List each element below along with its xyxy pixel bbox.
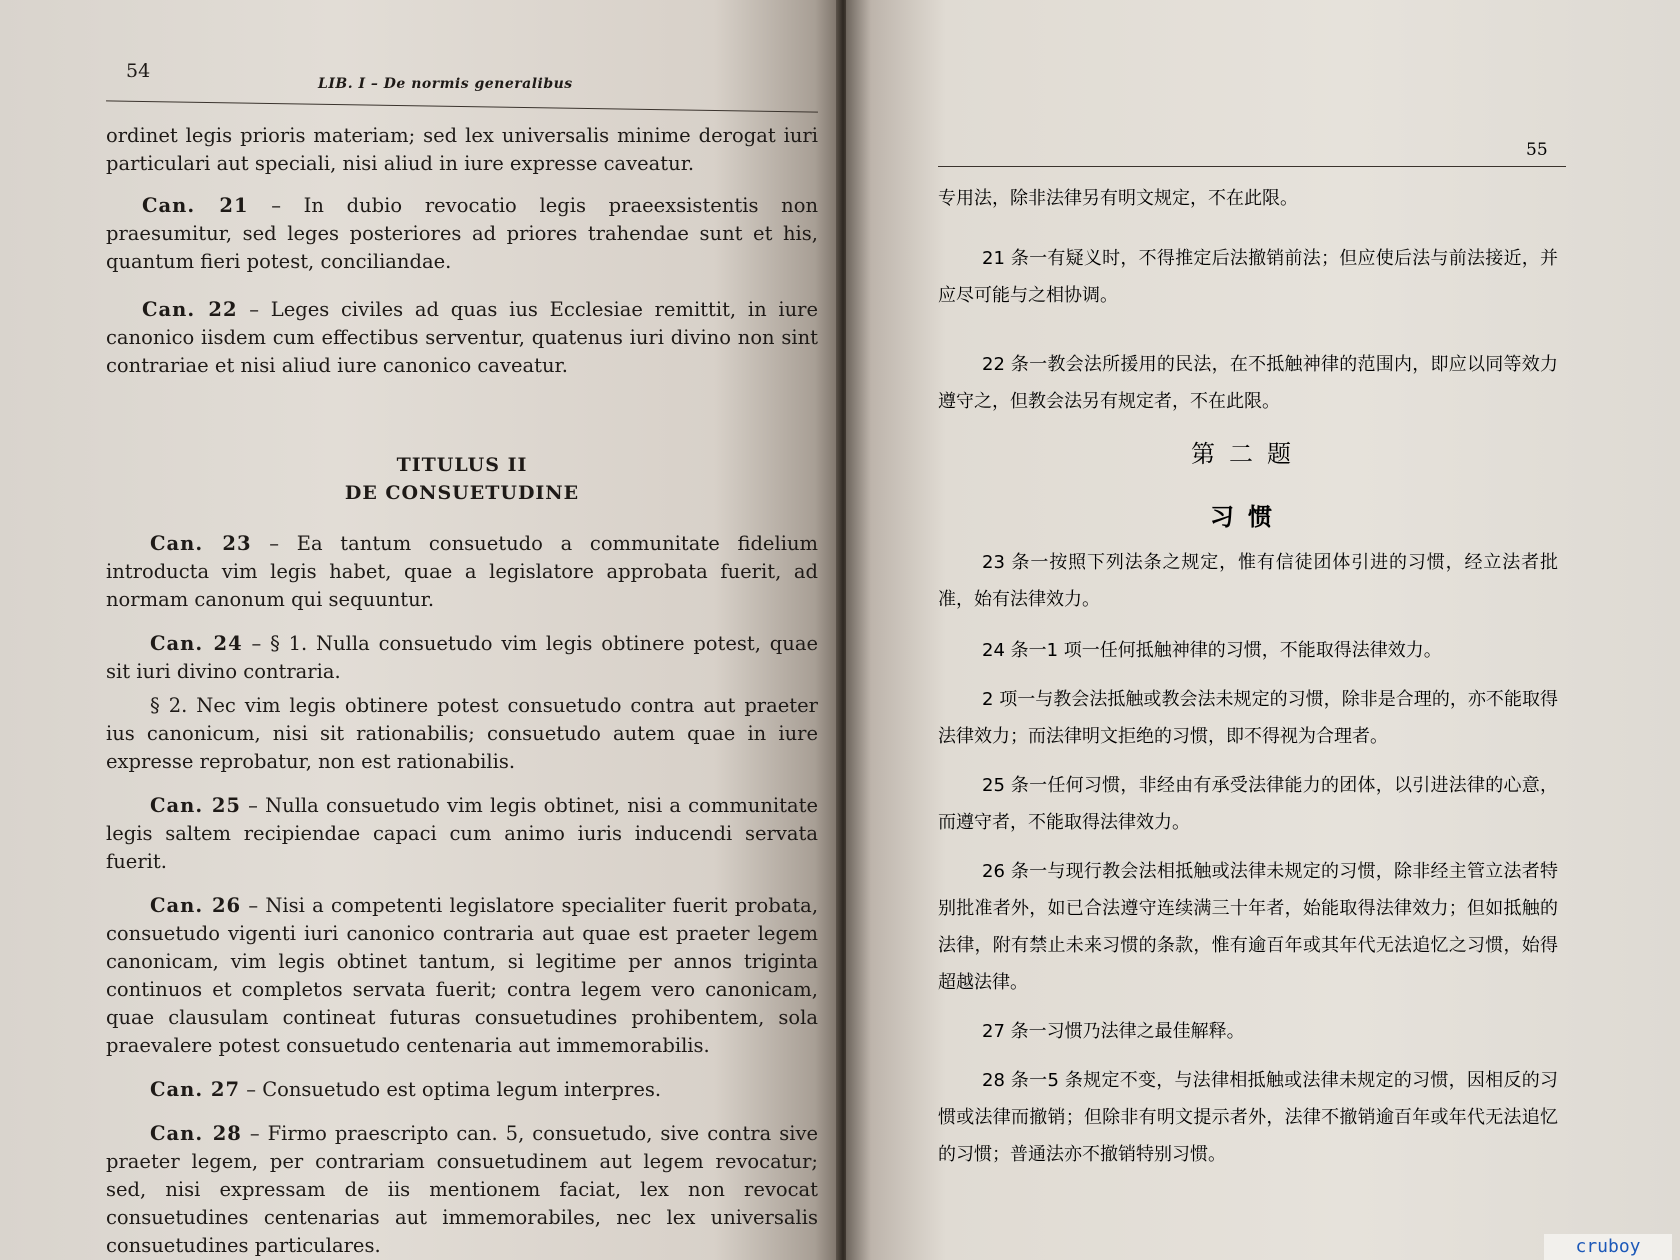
left-running-head: LIB. I – De normis generalibus — [318, 76, 573, 92]
right-header-rule — [938, 166, 1566, 167]
watermark-label: cruboy — [1544, 1234, 1672, 1260]
canon-28: Can. 28 – Firmo praescripto can. 5, consuetudo, sive contra sive praeter legem, per contrariam consuetudinem aut legem revocatur; sed, nisi expressam de iis mentionem faciat, lex non revocat consuetudines centenarias aut immemorabiles, nec lex universalis consuetudines particulares. — [106, 1122, 818, 1257]
article-28: 28 条一5 条规定不变，与法律相抵触或法律未规定的习惯，因相反的习惯或法律而撤销；但除非有明文提示者外，法律不撤销逾百年或年代无法追忆的习惯；普通法亦不撤销特别习惯。 — [938, 1070, 1558, 1165]
canon-24: Can. 24 – § 1. Nulla consuetudo vim legis obtinere potest, quae sit iuri divino contraria. — [106, 632, 818, 683]
article-25: 25 条一任何习惯，非经由有承受法律能力的团体，以引进法律的心意，而遵守者，不能取得法律效力。 — [938, 775, 1558, 833]
article-24-par-2: 2 项一与教会法抵触或教会法未规定的习惯，除非是合理的，亦不能取得法律效力；而法律明文拒绝的习惯，即不得视为合理者。 — [938, 689, 1558, 747]
canon-24-par-2: § 2. Nec vim legis obtinere potest consuetudo contra aut praeter ius canonicum, nisi sit rationabilis; consuetudo autem quae in iure expresse reprobatur, non est rationabilis. — [106, 694, 818, 773]
canon-26: Can. 26 – Nisi a competenti legislatore specialiter fuerit probata, consuetudo vigenti iuri canonico contraria aut quae est praeter legem canonicam, vim legis obtinet tantum, si legitime per annos triginta continuos et completos servata fuerit; contra legem vero canonicam, quae clausulam contineat futuras consuetudines prohibentem, sola praevalere potest consuetudo centenaria aut immemorabilis. — [106, 894, 819, 1057]
left-continuation: ordinet legis prioris materiam; sed lex universalis minime derogat iuri particulari aut speciali, nisi aliud in iure expresse caveatur. — [106, 124, 818, 175]
titulus-heading: TITULUS II DE CONSUETUDINE — [344, 454, 580, 504]
right-page-number: 55 — [1526, 140, 1548, 160]
canon-23: Can. 23 – Ea tantum consuetudo a communitate fidelium introducta vim legis habet, quae a legislatore approbata fuerit, ad normam canonum qui sequuntur. — [106, 532, 818, 611]
articles-23-28 — [938, 544, 1558, 1173]
canon-25: Can. 25 – Nulla consuetudo vim legis obtinet, nisi a communitate legis saltem recipiendae capaci cum animo iuris inducendi servata fuerit. — [106, 794, 818, 873]
article-21: 21 条一有疑义时，不得推定后法撤销前法；但应使后法与前法接近，并应尽可能与之相协调。 — [938, 248, 1558, 306]
chinese-title: 第二题 习惯 — [1191, 440, 1305, 531]
canon-21: Can. 21 – In dubio revocatio legis praeexsistentis non praesumitur, sed leges posteriores ad priores trahendae sunt et his, quantum fieri potest, conciliandae. — [106, 194, 819, 273]
article-23: 23 条一按照下列法条之规定，惟有信徒团体引进的习惯，经立法者批准，始有法律效力。 — [938, 552, 1558, 610]
left-header-rule — [106, 100, 818, 112]
article-27: 27 条一习惯乃法律之最佳解释。 — [982, 1021, 1245, 1042]
canons-23-28 — [106, 530, 818, 1260]
canon-22: Can. 22 – Leges civiles ad quas ius Ecclesiae remittit, in iure canonico iisdem cum effectibus serventur, quatenus iuri divino non sint contrariae et nisi aliud iure canonico caveatur. — [106, 298, 818, 377]
left-page-number: 54 — [126, 60, 151, 82]
canon-27: Can. 27 – Consuetudo est optima legum interpres. — [150, 1078, 662, 1101]
articles-21-22 — [938, 240, 1558, 420]
right-continuation: 专用法，除非法律另有明文规定，不在此限。 — [938, 188, 1298, 209]
canons-21-22 — [106, 192, 818, 380]
article-26: 26 条一与现行教会法相抵触或法律未规定的习惯，除非经主管立法者特别批准者外，如已合法遵守连续满三十年者，始能取得法律效力；但如抵触的法律，附有禁止未来习惯的条款，惟有逾百年或其年代无法追忆之习惯，始得超越法律。 — [938, 861, 1558, 993]
article-22: 22 条一教会法所援用的民法，在不抵触神律的范围内，即应以同等效力遵守之，但教会法另有规定者，不在此限。 — [938, 354, 1558, 412]
article-24: 24 条一1 项一任何抵触神律的习惯，不能取得法律效力。 — [982, 640, 1442, 661]
